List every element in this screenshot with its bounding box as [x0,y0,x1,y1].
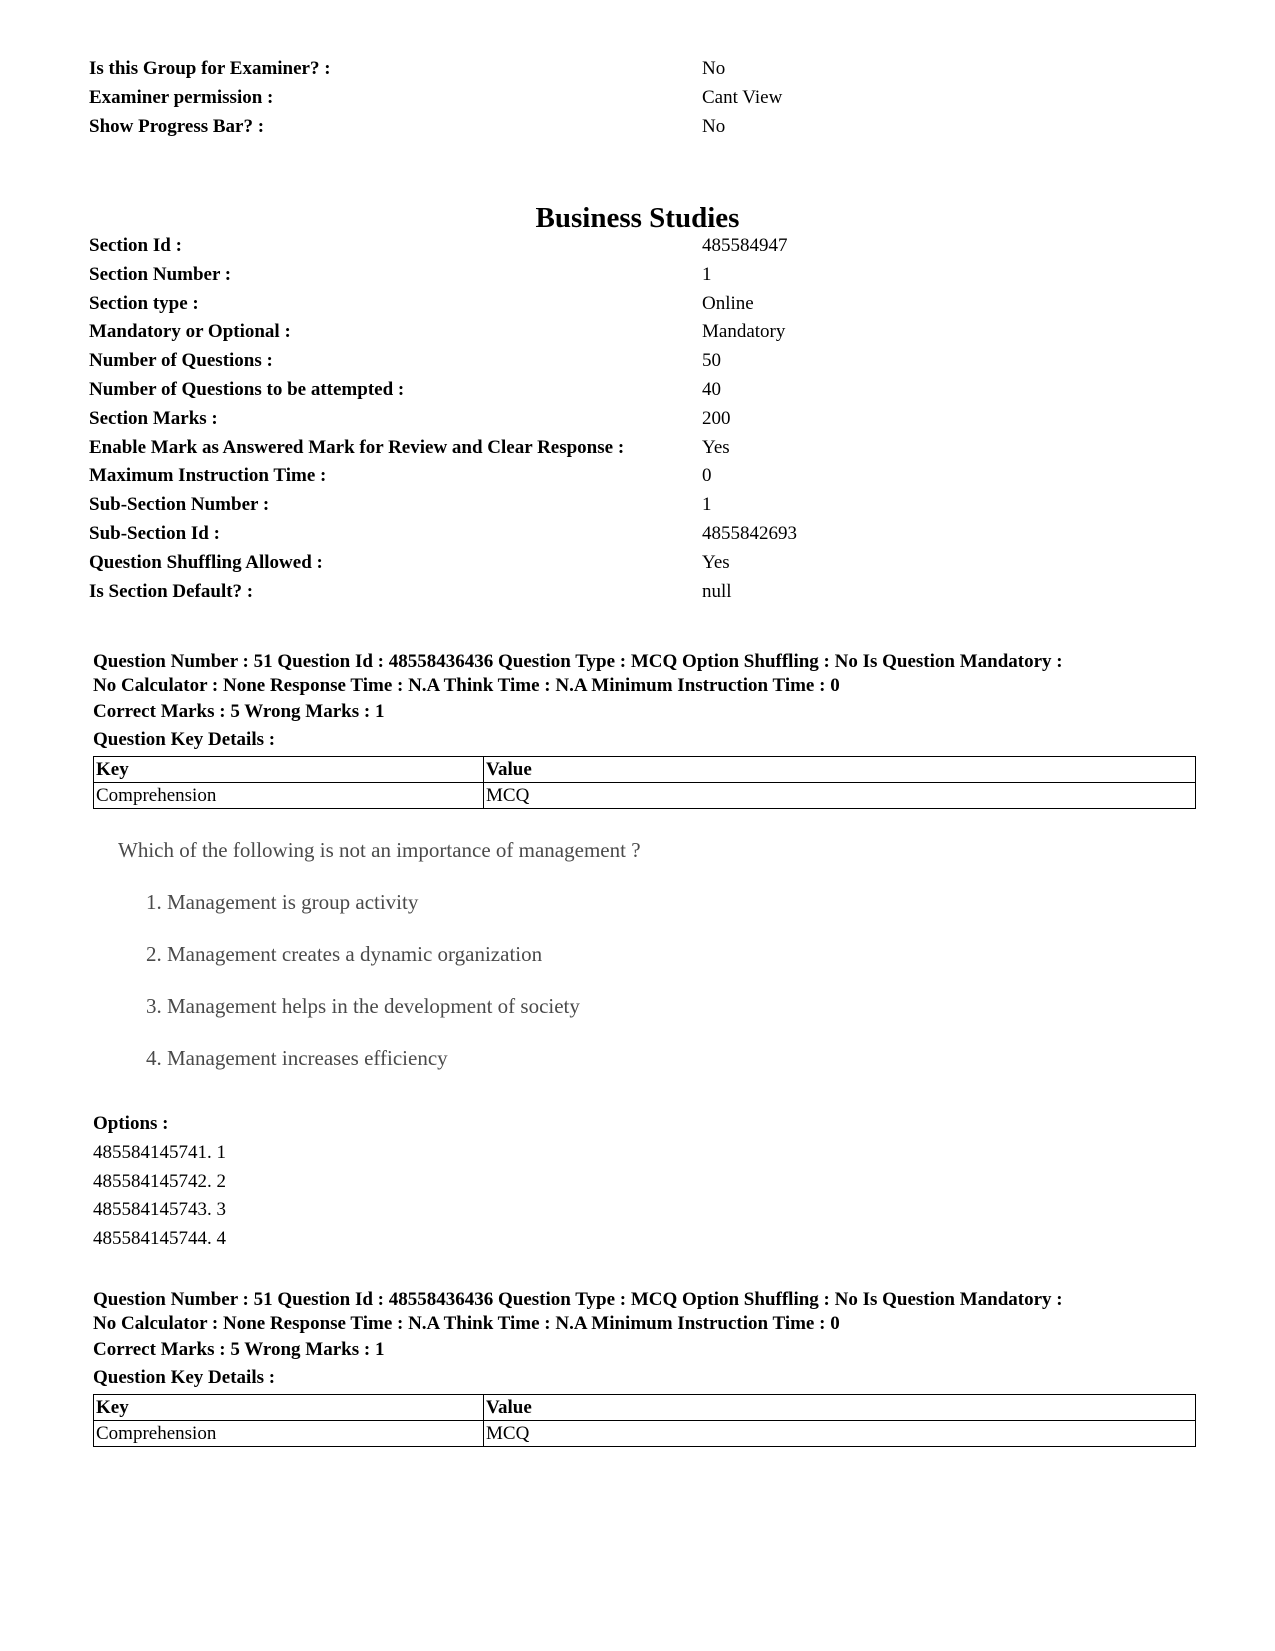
question-choice: 4. Management increases efficiency [146,1046,448,1070]
question-key-details-label: Question Key Details : [93,1367,276,1388]
field-label: Maximum Instruction Time : [89,465,327,487]
field-value: 1 [702,494,712,516]
section-row [89,434,1189,463]
field-value: 40 [702,378,721,400]
field-label: Number of Questions to be attempted : [89,378,405,400]
field-value: 50 [702,350,721,372]
option-item: 485584145742. 2 [93,1170,226,1192]
section-row [89,318,1189,347]
question-marks: Correct Marks : 5 Wrong Marks : 1 [93,1339,385,1360]
table-cell-key: Comprehension [94,1421,484,1447]
field-label: Sub-Section Id : [89,522,220,544]
question-meta-line2: No Calculator : None Response Time : N.A Think Time : N.A Minimum Instruction Time : 0 [93,675,840,696]
field-label: Section type : [89,292,199,314]
section-row [89,347,1189,376]
field-label: Sub-Section Number : [89,494,270,516]
question-block [93,650,1193,809]
table-header-value: Value [484,1395,1196,1421]
field-value: Yes [702,551,730,573]
field-label: Question Shuffling Allowed : [89,551,323,573]
question-choice: 3. Management helps in the development of society [146,994,580,1018]
table-header-key: Key [94,1395,484,1421]
question-meta-line1: Question Number : 51 Question Id : 48558436436 Question Type : MCQ Option Shuffling : No Is Question Mandatory : [93,1289,1063,1310]
field-label: Mandatory or Optional : [89,321,291,343]
field-value: 485584947 [702,235,788,256]
field-value: 0 [702,465,712,487]
question-marks: Correct Marks : 5 Wrong Marks : 1 [93,701,385,722]
table-cell-value: MCQ [484,1421,1196,1447]
group-row-permission [89,84,1189,113]
section-row [89,232,1189,261]
table-cell-value: MCQ [484,783,1196,809]
question-image [118,835,818,1073]
question-key-table [93,1394,1196,1447]
field-value: Yes [702,436,730,458]
section-info [89,232,1189,606]
field-value: 200 [702,407,731,429]
section-row [89,578,1189,607]
section-row [89,549,1189,578]
field-label: Examiner permission : [89,86,274,108]
question-block [93,1288,1193,1447]
table-row [94,1421,1196,1447]
question-choice: 2. Management creates a dynamic organization [146,942,543,966]
field-label: Is this Group for Examiner? : [89,58,331,79]
table-header-row [94,1395,1196,1421]
section-row [89,491,1189,520]
table-header-value: Value [484,757,1196,783]
section-title: Business Studies [535,202,740,234]
question-meta-line2: No Calculator : None Response Time : N.A Think Time : N.A Minimum Instruction Time : 0 [93,1313,840,1334]
group-row-examiner [89,55,1189,84]
field-label: Section Marks : [89,407,218,429]
question-choice: 1. Management is group activity [146,890,419,914]
field-value: 4855842693 [702,522,797,544]
option-item: 485584145741. 1 [93,1141,226,1163]
field-label: Is Section Default? : [89,580,254,602]
field-label: Section Id : [89,235,182,256]
section-row [89,520,1189,549]
option-item: 485584145743. 3 [93,1199,226,1221]
field-label: Section Number : [89,263,232,285]
section-row [89,261,1189,290]
section-row [89,376,1189,405]
table-row [94,783,1196,809]
table-cell-key: Comprehension [94,783,484,809]
options-list [93,1110,226,1254]
table-header-key: Key [94,757,484,783]
field-value: Mandatory [702,321,786,343]
group-info [89,55,1189,141]
option-item: 485584145744. 4 [93,1228,226,1250]
field-value: Online [702,292,754,314]
section-row [89,290,1189,319]
question-meta-line1: Question Number : 51 Question Id : 48558436436 Question Type : MCQ Option Shuffling : No Is Question Mandatory : [93,651,1063,672]
field-value: No [702,58,726,79]
question-key-table [93,756,1196,809]
table-header-row [94,757,1196,783]
question-key-details-label: Question Key Details : [93,729,276,750]
field-value: null [702,580,732,602]
field-value: 1 [702,263,712,285]
field-label: Enable Mark as Answered Mark for Review and Clear Response : [89,436,625,458]
field-label: Show Progress Bar? : [89,115,265,137]
options-label: Options : [93,1113,169,1134]
field-value: Cant View [702,86,783,108]
section-row [89,462,1189,491]
section-row [89,405,1189,434]
field-label: Number of Questions : [89,350,273,372]
field-value: No [702,115,726,137]
group-row-progress-bar [89,113,1189,142]
question-stem: Which of the following is not an importance of management ? [118,838,641,862]
